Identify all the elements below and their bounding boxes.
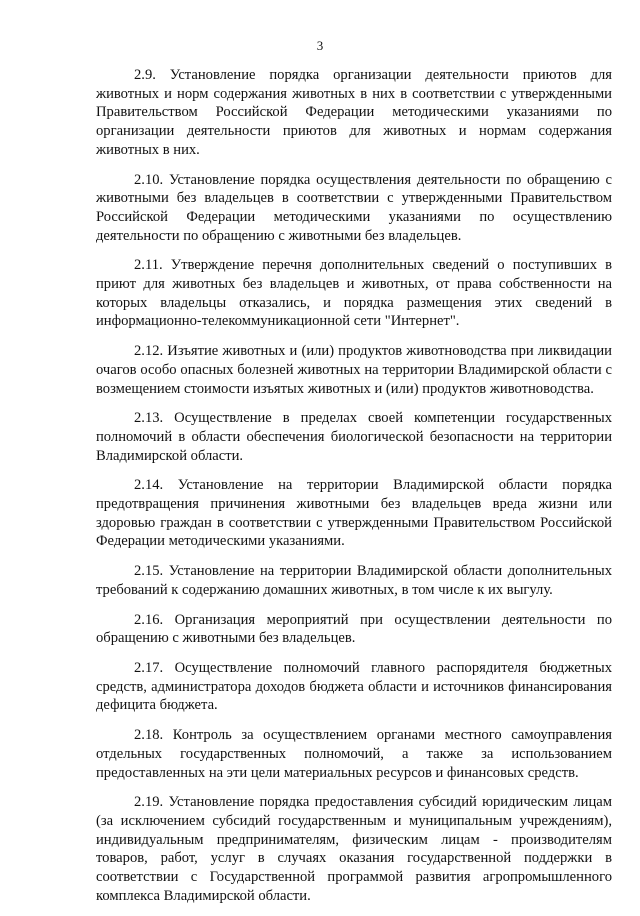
paragraph-2-18: 2.18. Контроль за осуществлением органами местного самоуправления отдельных государственных полномочий, а также за использованием предоставленных на эти цели материальных ресурсов и финансовых средств.: [96, 727, 612, 781]
paragraph-2-15: 2.15. Установление на территории Владимирской области дополнительных требований к содержанию домашних животных, в том числе к их выгулу.: [96, 563, 612, 598]
paragraph-2-10: 2.10. Установление порядка осуществления деятельности по обращению с животными без владельцев в соответствии с утвержденными Правительством Российской Федерации методическими указаниями по осуществлению деятельности по обращению с животными без владельцев.: [96, 171, 612, 244]
paragraph-2-13: 2.13. Осуществление в пределах своей компетенции государственных полномочий в области обеспечения биологической безопасности на территории Владимирской области.: [96, 410, 612, 464]
paragraph-2-11: 2.11. Утверждение перечня дополнительных сведений о поступивших в приют для животных без владельцев и животных, от права собственности на которых владельцы отказались, и порядка размещения этих сведений в информационно-телекоммуникационной сети "Интернет".: [96, 257, 612, 330]
paragraph-2-12: 2.12. Изъятие животных и (или) продуктов животноводства при ликвидации очагов особо опасных болезней животных на территории Владимирской области с возмещением стоимости изъятых животных и (или) продуктов животноводства.: [96, 343, 612, 397]
paragraph-2-9: 2.9. Установление порядка организации деятельности приютов для животных и норм содержания животных в них в соответствии с утвержденными Правительством Российской Федерации методическими указаниями по организации деятельности приютов для животных и нормам содержания животных в них.: [96, 67, 612, 158]
paragraph-2-16: 2.16. Организация мероприятий при осуществлении деятельности по обращению с животными без владельцев.: [96, 611, 612, 647]
page-number: 3: [316, 38, 324, 53]
paragraph-2-17: 2.17. Осуществление полномочий главного распорядителя бюджетных средств, администратора доходов бюджета области и источников финансирования дефицита бюджета.: [96, 659, 612, 714]
paragraph-2-14: 2.14. Установление на территории Владимирской области порядка предотвращения причинения животными без владельцев вреда жизни или здоровью граждан в соответствии с утвержденными Правительством Российской Федерации методическими указаниями.: [96, 477, 612, 550]
document-body: [96, 66, 612, 916]
paragraph-2-19: 2.19. Установление порядка предоставления субсидий юридическим лицам (за исключением субсидий государственным и муниципальным учреждениям), индивидуальным предпринимателям, физическим лицам - производителям товаров, работ, услуг в случаях оказания государственной поддержки в соответствии с Государственной программой развития агропромышленного комплекса Владимирской области.: [96, 794, 612, 904]
